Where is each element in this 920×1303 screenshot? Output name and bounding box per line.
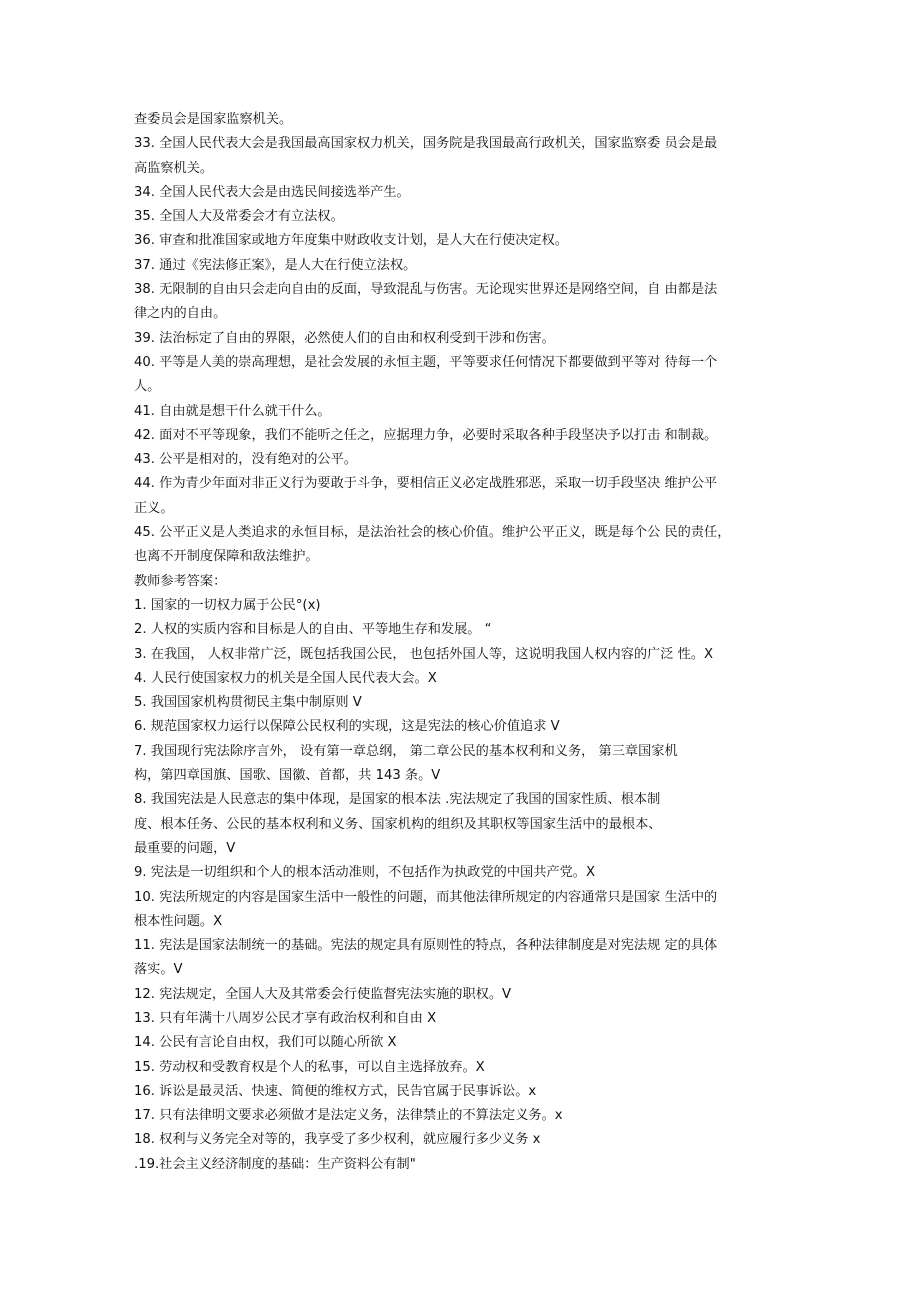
answer-line: 18. 权利与义务完全对等的，我享受了多少权利，就应履行多少义务 x (134, 1132, 541, 1148)
answer-line: 9. 宪法是一切组织和个人的根本活动准则，不包括作为执政党的中国共产党。X (134, 865, 595, 881)
answer-line: 12. 宪法规定，全国人大及其常委会行使监督宪法实施的职权。V (134, 986, 512, 1002)
text-line: 律之内的自由。 (134, 306, 227, 322)
answer-line: 6. 规范国家权力运行以保障公民权利的实现，这是宪法的核心价值追求 V (134, 719, 560, 735)
answer-line: 13. 只有年满十八周岁公民才享有政治权利和自由 X (134, 1010, 437, 1026)
document-text (134, 108, 784, 1177)
answer-line: 构，第四章国旗、国歌、国徽、首都，共 143 条。V (134, 768, 441, 784)
answer-line: 10. 宪法所规定的内容是国家生活中一般性的问题，而其他法律所规定的内容通常只是国家 生活中的 (134, 889, 718, 905)
text-line: 人。 (134, 379, 161, 395)
text-line: 35. 全国人大及常委会才有立法权。 (134, 209, 344, 225)
text-line: 38. 无限制的自由只会走向自由的反面，导致混乱与伤害。无论现实世界还是网络空间，自 由都是法 (134, 282, 718, 298)
answer-line: 4. 人民行使国家权力的机关是全国人民代表大会。X (134, 670, 437, 686)
text-line: 41. 自由就是想干什么就干什么。 (134, 403, 331, 419)
answer-line: 最重要的问题，V (134, 840, 236, 856)
answer-line: 落实。V (134, 962, 183, 978)
answer-line: 14. 公民有言论自由权，我们可以随心所欲 X (134, 1035, 397, 1051)
text-line: 43. 公平是相对的，没有绝对的公平。 (134, 452, 357, 468)
text-line: 正义。 (134, 500, 174, 516)
text-line: 39. 法治标定了自由的界限，必然使人们的自由和权利受到干涉和伤害。 (134, 330, 555, 346)
text-line: 33. 全国人民代表大会是我国最高国家权力机关，国务院是我国最高行政机关，国家监察委 员会是最 (134, 136, 718, 152)
answer-line: 16. 诉讼是最灵活、快速、简便的维权方式，民告官属于民事诉讼。x (134, 1083, 537, 1099)
answer-line: 3. 在我国， 人权非常广泛，既包括我国公民， 也包括外国人等，这说明我国人权内容的广泛 性。X (134, 646, 714, 662)
answer-line: 根本性问题。X (134, 913, 223, 929)
text-line: 高监察机关。 (134, 160, 214, 176)
text-line: 也离不开制度保障和敌法维护。 (134, 549, 319, 565)
answer-line: 度、根本任务、公民的基本权利和义务、国家机构的组织及其职权等国家生活中的最根本、 (134, 816, 662, 832)
text-line: 45. 公平正义是人类追求的永恒目标，是法治社会的核心价值。维护公平正义，既是每个公 民的责任， (134, 525, 731, 541)
text-line: 44. 作为青少年面对非正义行为要敢于斗争，要相信正义必定战胜邪恶，采取一切手段坚决 维护公平 (134, 476, 718, 492)
text-line: 查委员会是国家监察机关。 (134, 112, 293, 127)
answer-line: 15. 劳动权和受教育权是个人的私事，可以自主选择放弃。X (134, 1059, 485, 1075)
text-line: 37. 通过《宪法修正案》，是人大在行使立法权。 (134, 257, 417, 273)
text-line: 40. 平等是人美的崇高理想，是社会发展的永恒主题，平等要求任何情况下都要做到平等对 待每一个 (134, 354, 718, 370)
text-line: 36. 审查和批准国家或地方年度集中财政收支计划，是人大在行使决定权。 (134, 233, 568, 249)
text-line: 34. 全国人民代表大会是由选民间接选举产生。 (134, 184, 410, 200)
text-line: 42. 面对不平等现象，我们不能听之任之，应据理力争，必要时采取各种手段坚决予以打击 和制裁。 (134, 427, 718, 443)
answer-line: 17. 只有法律明文要求必须做才是法定义务，法律禁止的不算法定义务。x (134, 1108, 563, 1124)
answer-line: 2. 人权的实质内容和目标是人的自由、平等地生存和发展。 “ (134, 622, 492, 638)
answer-line: 8. 我国宪法是人民意志的集中体现，是国家的根本法 .宪法规定了我国的国家性质、根本制 (134, 792, 661, 808)
answer-line: 11. 宪法是国家法制统一的基础。宪法的规定具有原则性的特点，各种法律制度是对宪法规 定的具体 (134, 938, 718, 954)
answer-line: 7. 我国现行宪法除序言外， 设有第一章总纲， 第二章公民的基本权利和义务， 第三章国家机 (134, 743, 678, 759)
answer-line: 1. 国家的一切权力属于公民°(x) (134, 597, 321, 613)
section-heading: 教师参考答案： (134, 573, 227, 589)
answer-line: 5. 我国国家机构贯彻民主集中制原则 V (134, 695, 362, 711)
answer-line: .19.社会主义经济制度的基础：生产资料公有制" (134, 1156, 416, 1172)
